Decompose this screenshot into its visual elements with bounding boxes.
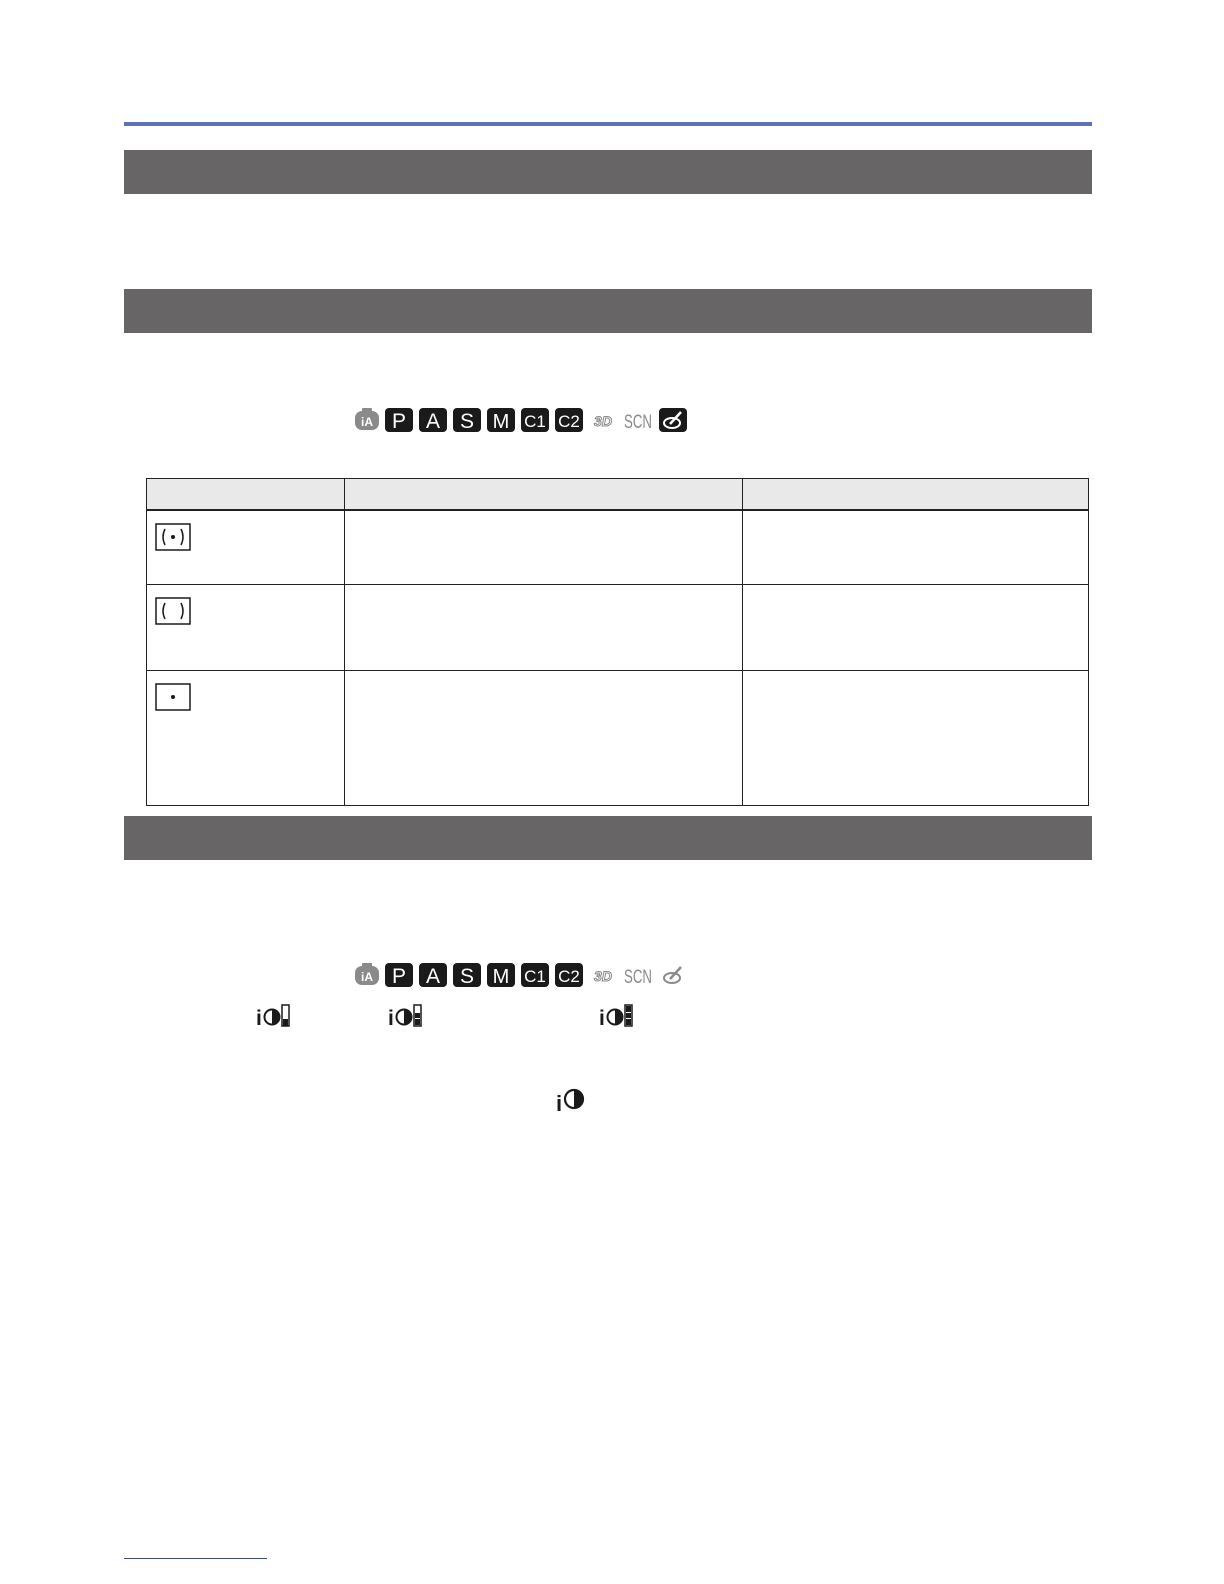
table-header-row bbox=[147, 479, 1089, 511]
table-cell bbox=[345, 510, 743, 585]
c1-mode-icon bbox=[520, 407, 550, 433]
recording-modes-row-1 bbox=[354, 405, 688, 435]
p-mode-icon bbox=[384, 962, 414, 988]
m-mode-label: M bbox=[492, 966, 510, 988]
footer-link-underline[interactable] bbox=[124, 1558, 267, 1559]
table-cell bbox=[743, 585, 1089, 671]
3d-mode-label: 3D bbox=[594, 968, 612, 984]
ia-mode-label: iA bbox=[361, 415, 373, 429]
c1-mode-icon bbox=[520, 962, 550, 988]
scn-mode-icon bbox=[622, 962, 654, 988]
a-mode-label: A bbox=[425, 410, 441, 433]
creative-control-icon bbox=[658, 407, 688, 433]
c2-mode-icon bbox=[554, 407, 584, 433]
c2-mode-label: C2 bbox=[558, 412, 580, 431]
s-mode-label: S bbox=[459, 965, 475, 988]
ia-mode-icon bbox=[354, 962, 380, 988]
m-mode-label: M bbox=[492, 411, 510, 433]
table-row bbox=[147, 510, 1089, 585]
3d-mode-label: 3D bbox=[594, 413, 612, 429]
multi-metering-icon bbox=[155, 538, 191, 555]
spot-metering-icon bbox=[155, 698, 191, 715]
top-rule bbox=[124, 122, 1092, 126]
m-mode-icon bbox=[486, 962, 516, 988]
i-dynamic-letter: i bbox=[556, 1091, 563, 1116]
i-dynamic-icon bbox=[555, 1086, 587, 1119]
metering-mode-table bbox=[146, 478, 1089, 806]
scn-mode-label: SCN bbox=[624, 967, 652, 988]
m-mode-icon bbox=[486, 407, 516, 433]
ia-mode-icon bbox=[354, 407, 380, 433]
table-header-cell bbox=[147, 479, 345, 511]
c1-mode-label: C1 bbox=[524, 412, 546, 431]
c2-mode-label: C2 bbox=[558, 967, 580, 986]
section-heading-bar-1 bbox=[124, 150, 1092, 194]
table-cell bbox=[345, 585, 743, 671]
table-cell bbox=[743, 671, 1089, 806]
a-mode-label: A bbox=[425, 965, 441, 988]
i-dynamic-letter: i bbox=[599, 1007, 605, 1030]
i-dynamic-letter: i bbox=[388, 1007, 394, 1030]
i-dynamic-standard-icon bbox=[387, 1003, 423, 1034]
p-mode-label: P bbox=[391, 410, 407, 433]
s-mode-icon bbox=[452, 962, 482, 988]
a-mode-icon bbox=[418, 962, 448, 988]
i-dynamic-high-icon bbox=[598, 1003, 634, 1034]
ia-mode-label: iA bbox=[361, 970, 373, 984]
table-cell-icon bbox=[147, 671, 345, 806]
table-header-cell bbox=[345, 479, 743, 511]
3d-mode-icon bbox=[588, 407, 618, 433]
3d-mode-icon bbox=[588, 962, 618, 988]
creative-control-icon bbox=[658, 962, 688, 988]
table-row bbox=[147, 671, 1089, 806]
p-mode-label: P bbox=[391, 965, 407, 988]
scn-mode-label: SCN bbox=[624, 412, 652, 433]
table-cell bbox=[345, 671, 743, 806]
section-heading-bar-3 bbox=[124, 816, 1092, 860]
table-cell-icon bbox=[147, 585, 345, 671]
table-row bbox=[147, 585, 1089, 671]
center-weighted-icon bbox=[155, 612, 191, 629]
p-mode-icon bbox=[384, 407, 414, 433]
i-dynamic-low-icon bbox=[255, 1003, 291, 1034]
recording-modes-row-2 bbox=[354, 960, 688, 990]
table-cell-icon bbox=[147, 510, 345, 585]
s-mode-icon bbox=[452, 407, 482, 433]
table-cell bbox=[743, 510, 1089, 585]
s-mode-label: S bbox=[459, 410, 475, 433]
scn-mode-icon bbox=[622, 407, 654, 433]
table-header-cell bbox=[743, 479, 1089, 511]
section-heading-bar-2 bbox=[124, 289, 1092, 333]
c2-mode-icon bbox=[554, 962, 584, 988]
a-mode-icon bbox=[418, 407, 448, 433]
c1-mode-label: C1 bbox=[524, 967, 546, 986]
i-dynamic-letter: i bbox=[256, 1007, 262, 1030]
